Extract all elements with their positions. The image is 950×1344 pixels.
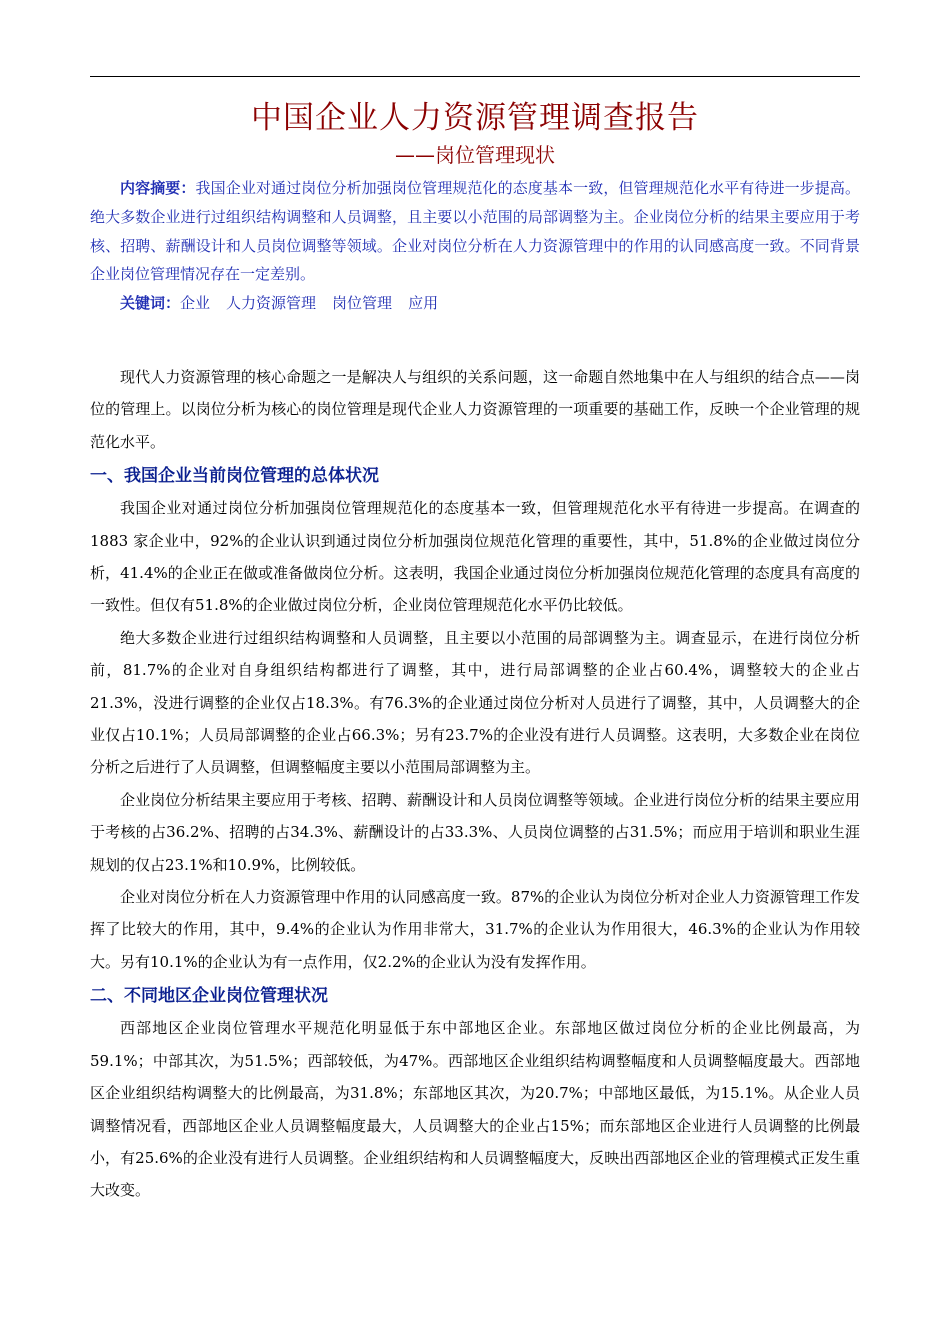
body-paragraph: 我国企业对通过岗位分析加强岗位管理规范化的态度基本一致，但管理规范化水平有待进一步提高。在调查的1883 家企业中，92%的企业认识到通过岗位分析加强岗位规范化管理的重要性，其中，51.8%的企业做过岗位分析，41.4%的企业正在做或准备做岗位分析。这表明，我国企业通过岗位分析加强岗位规范化管理的态度具有高度的一致性。但仅有51.8%的企业做过岗位分析，企业岗位管理规范化水平仍比较低。 <box>90 499 860 615</box>
abstract-text: 我国企业对通过岗位分析加强岗位管理规范化的态度基本一致，但管理规范化水平有待进一步提高。绝大多数企业进行过组织结构调整和人员调整，且主要以小范围的局部调整为主。企业岗位分析的结果主要应用于考核、招聘、薪酬设计和人员岗位调整等领域。企业对岗位分析在人力资源管理中的作用的认同感高度一致。不同背景企业岗位管理情况存在一定差别。 <box>90 179 860 284</box>
keyword: 人力资源管理 <box>226 294 317 313</box>
body-paragraph: 企业岗位分析结果主要应用于考核、招聘、薪酬设计和人员岗位调整等领域。企业进行岗位分析的结果主要应用于考核的占36.2%、招聘的占34.3%、薪酬设计的占33.3%、人员岗位调整的占31.5%；而应用于培训和职业生涯规划的仅占23.1%和10.9%，比例较低。 <box>90 790 860 874</box>
document-page <box>90 96 860 1207</box>
intro-paragraph: 现代人力资源管理的核心命题之一是解决人与组织的关系问题，这一命题自然地集中在人与组织的结合点——岗位的管理上。以岗位分析为核心的岗位管理是现代企业人力资源管理的一项重要的基础工作，反映一个企业管理的规范化水平。 <box>90 367 860 451</box>
body-paragraph: 绝大多数企业进行过组织结构调整和人员调整，且主要以小范围的局部调整为主。调查显示，在进行岗位分析前，81.7%的企业对自身组织结构都进行了调整，其中，进行局部调整的企业占60.4%，调整较大的企业占21.3%，没进行调整的企业仅占18.3%。有76.3%的企业通过岗位分析对人员进行了调整，其中，人员调整大的企业仅占10.1%；人员局部调整的企业占66.3%；另有23.7%的企业没有进行人员调整。这表明，大多数企业在岗位分析之后进行了人员调整，但调整幅度主要以小范围局部调整为主。 <box>90 628 860 777</box>
keywords-label: 关键词： <box>120 294 181 313</box>
document-title: 中国企业人力资源管理调查报告 <box>251 100 699 136</box>
section-heading: 一、我国企业当前岗位管理的总体状况 <box>90 466 379 487</box>
keyword: 岗位管理 <box>332 294 393 313</box>
body-paragraph: 西部地区企业岗位管理水平规范化明显低于东中部地区企业。东部地区做过岗位分析的企业比例最高，为59.1%；中部其次，为51.5%；西部较低，为47%。西部地区企业组织结构调整幅度和人员调整幅度最大。西部地区企业组织结构调整大的比例最高，为31.8%；东部地区其次，为20.7%；中部地区最低，为15.1%。从企业人员调整情况看，西部地区企业人员调整幅度最大，人员调整大的企业占15%；而东部地区企业进行人员调整的比例最小，有25.6%的企业没有进行人员调整。企业组织结构和人员调整幅度大，反映出西部地区企业的管理模式正发生重大改变。 <box>90 1019 860 1200</box>
abstract-label: 内容摘要： <box>120 179 196 197</box>
section-heading: 二、不同地区企业岗位管理状况 <box>90 986 328 1007</box>
keyword: 应用 <box>408 294 439 313</box>
keyword: 企业 <box>180 294 211 313</box>
document-subtitle: ——岗位管理现状 <box>395 143 555 167</box>
header-rule <box>90 76 860 77</box>
keywords <box>90 289 860 318</box>
body-paragraph: 企业对岗位分析在人力资源管理中作用的认同感高度一致。87%的企业认为岗位分析对企业人力资源管理工作发挥了比较大的作用，其中，9.4%的企业认为作用非常大，31.7%的企业认为作用很大，46.3%的企业认为作用较大。另有10.1%的企业认为有一点作用，仅2.2%的企业认为没有发挥作用。 <box>90 888 860 971</box>
abstract <box>90 174 860 289</box>
